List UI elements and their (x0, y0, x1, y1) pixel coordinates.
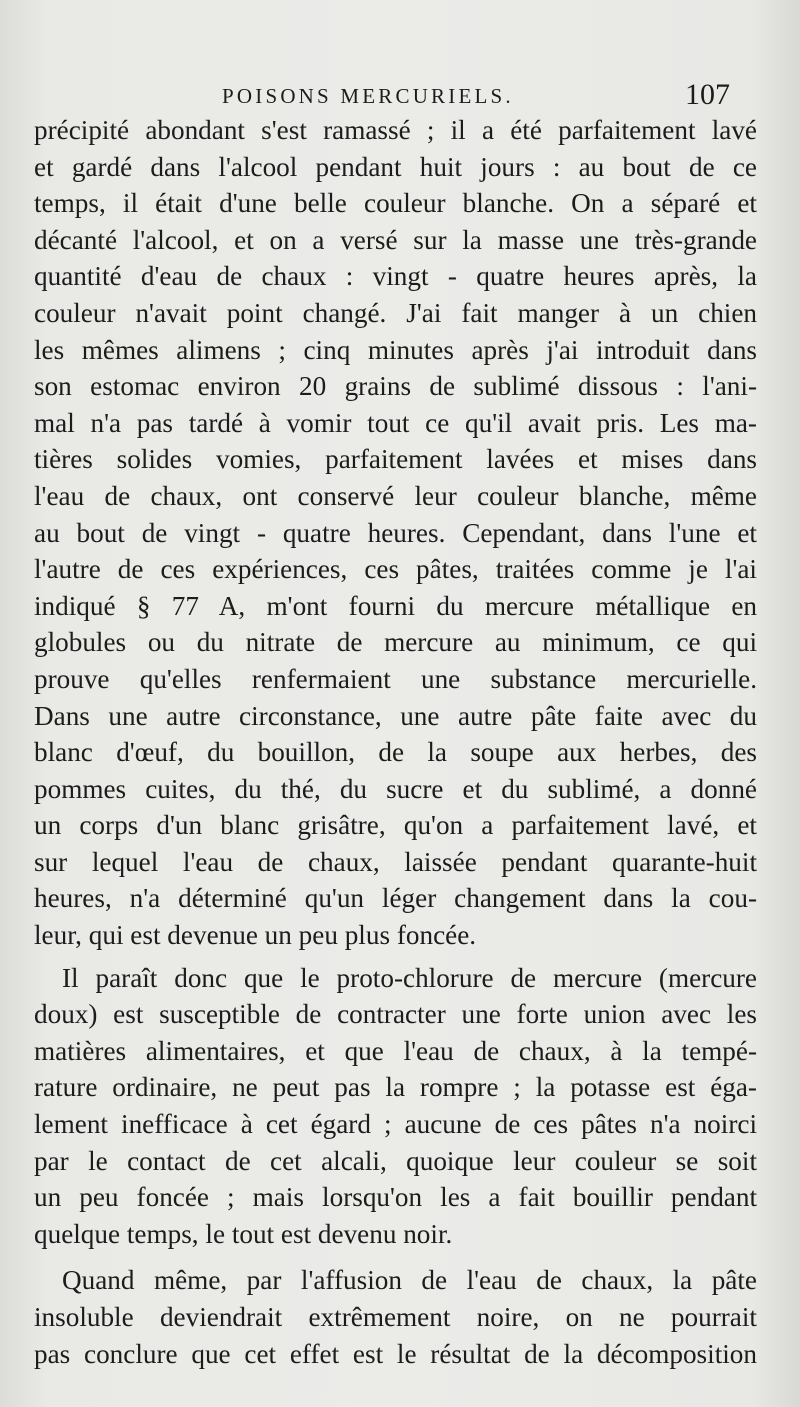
text-line: heures, n'a déterminé qu'un léger changement dans la cou- (34, 883, 757, 914)
paragraph (34, 960, 757, 1253)
text-line: et gardé dans l'alcool pendant huit jours : au bout de ce (34, 151, 757, 182)
text-line: leur, qui est devenue un peu plus foncée. (34, 920, 477, 951)
text-line: pas conclure que cet effet est le résultat de la décomposition (34, 1338, 757, 1369)
text-line: globules ou du nitrate de mercure au minimum, ce qui (34, 627, 757, 658)
text-line: au bout de vingt - quatre heures. Cependant, dans l'une et (34, 517, 757, 548)
text-line: indiqué § 77 A, m'ont fourni du mercure métallique en (34, 590, 757, 621)
text-line: pommes cuites, du thé, du sucre et du sublimé, a donné (34, 773, 757, 804)
text-line: Dans une autre circonstance, une autre pâte faite avec du (34, 700, 757, 731)
running-title: POISONS MERCURIELS. (222, 84, 514, 108)
text-line: couleur n'avait point changé. J'ai fait manger à un chien (34, 297, 757, 328)
text-line: sur lequel l'eau de chaux, laissée pendant quarante-huit (34, 846, 757, 877)
text-line: Quand même, par l'affusion de l'eau de chaux, la pâte (62, 1265, 757, 1296)
text-line: un peu foncée ; mais lorsqu'on les a fait bouillir pendant (34, 1182, 757, 1213)
text-line: doux) est susceptible de contracter une forte union avec les (34, 999, 757, 1030)
text-line: l'eau de chaux, ont conservé leur couleur blanche, même (34, 480, 757, 511)
page-number: 107 (685, 78, 730, 111)
text-line: quelque temps, le tout est devenu noir. (34, 1218, 453, 1249)
text-line: lement inefficace à cet égard ; aucune de ces pâtes n'a noirci (34, 1109, 757, 1140)
text-line: tières solides vomies, parfaitement lavées et mises dans (34, 444, 757, 475)
paragraph (34, 1262, 757, 1372)
paragraph (34, 112, 757, 954)
text-line: son estomac environ 20 grains de sublimé dissous : l'ani- (34, 371, 757, 402)
paragraph-gap (34, 1252, 757, 1262)
body-text (34, 112, 757, 1372)
text-line: un corps d'un blanc grisâtre, qu'on a parfaitement lavé, et (34, 810, 757, 841)
text-line: quantité d'eau de chaux : vingt - quatre heures après, la (34, 261, 757, 292)
text-line: précipité abondant s'est ramassé ; il a été parfaitement lavé (34, 115, 757, 145)
text-line: temps, il était d'une belle couleur blanche. On a séparé et (34, 188, 757, 219)
text-line: prouve qu'elles renfermaient une substance mercurielle. (34, 663, 757, 694)
text-line: par le contact de cet alcali, quoique leur couleur se soit (34, 1145, 757, 1176)
text-line: rature ordinaire, ne peut pas la rompre ; la potasse est éga- (34, 1072, 757, 1103)
text-line: mal n'a pas tardé à vomir tout ce qu'il avait pris. Les ma- (34, 407, 757, 438)
text-line: blanc d'œuf, du bouillon, de la soupe aux herbes, des (34, 737, 757, 768)
text-line: matières alimentaires, et que l'eau de chaux, à la tempé- (34, 1035, 757, 1066)
text-line: les mêmes alimens ; cinq minutes après j'ai introduit dans (34, 334, 757, 365)
text-line: décanté l'alcool, et on a versé sur la masse une très-grande (34, 224, 757, 255)
text-line: insoluble deviendrait extrêmement noire, on ne pourrait (34, 1302, 757, 1332)
text-line: Il paraît donc que le proto-chlorure de mercure (mercure (62, 962, 757, 993)
text-line: l'autre de ces expériences, ces pâtes, traitées comme je l'ai (34, 554, 757, 585)
